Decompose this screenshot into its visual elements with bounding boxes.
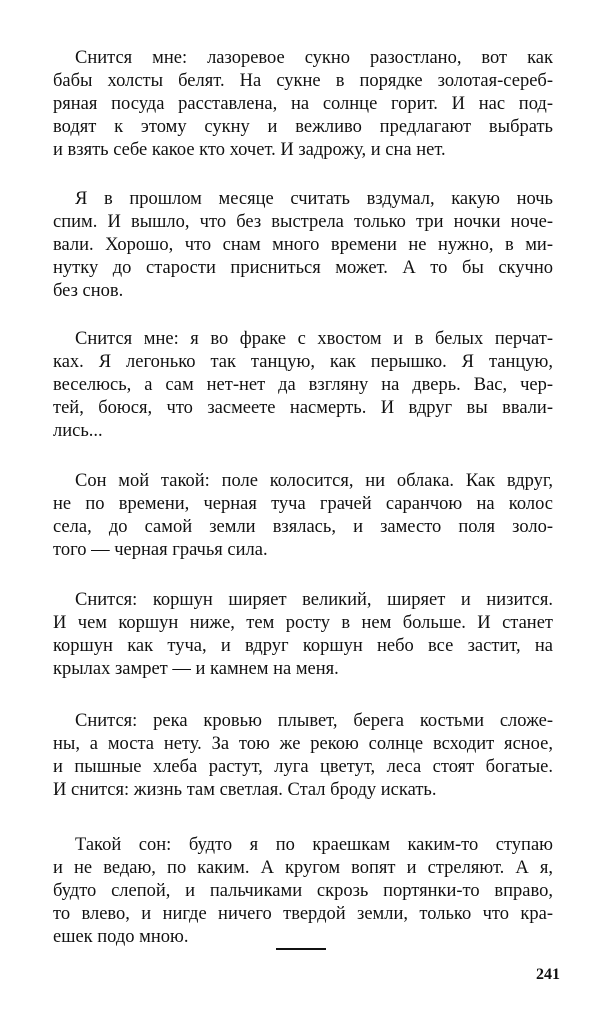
text-line: вали. Хорошо, что снам много времени не нужно, в ми- [53, 235, 553, 255]
text-line: и не ведаю, по каким. А кругом вопят и стреляют. А я, [53, 858, 553, 878]
paragraph-2 [53, 188, 553, 303]
text-line: того — черная грачья сила. [53, 540, 268, 560]
text-line: Снится: коршун ширяет великий, ширяет и низится. [75, 590, 553, 610]
text-line: тей, боюся, что засмеете насмерть. И вдруг вы ввали- [53, 398, 553, 418]
paragraph-1 [53, 47, 553, 162]
paragraph-3 [53, 328, 553, 443]
paragraph-6 [53, 710, 553, 802]
text-line: села, до самой земли взялась, и заместо поля золо- [53, 517, 553, 537]
text-line: Такой сон: будто я по краешкам каким-то ступаю [75, 835, 553, 855]
text-line: Снится мне: лазоревое сукно разостлано, вот как [75, 48, 553, 68]
text-line: Снится мне: я во фраке с хвостом и в белых перчат- [75, 329, 553, 349]
text-line: ны, а моста нету. За тою же рекою солнце всходит ясное, [53, 734, 553, 754]
text-line: лись... [53, 421, 103, 441]
text-line: коршун как туча, и вдруг коршун небо все застит, на [53, 636, 553, 656]
text-line: ешек подо мною. [53, 927, 189, 947]
text-line: бабы холсты белят. На сукне в порядке золотая-сереб- [53, 71, 553, 91]
text-line: и пышные хлеба растут, луга цветут, леса стоят богатые. [53, 757, 553, 777]
text-line: водят к этому сукну и вежливо предлагают выбрать [53, 117, 553, 137]
text-line: и взять себе какое кто хочет. И задрожу, и сна нет. [53, 140, 446, 160]
text-line: веселюсь, а сам нет-нет да взгляну на дверь. Вас, чер- [53, 375, 553, 395]
text-line: будто слепой, и пальчиками скрозь портянки-то вправо, [53, 881, 553, 901]
text-line: ряная посуда расставлена, на солнце горит. И нас под- [53, 94, 553, 114]
paragraph-5 [53, 589, 553, 681]
text-line: крылах замрет — и камнем на меня. [53, 659, 339, 679]
text-line: спим. И вышло, что без выстрела только три ночки ноче- [53, 212, 553, 232]
text-line: ках. Я легонько так танцую, как перышко. Я танцую, [53, 352, 553, 372]
section-divider [276, 948, 326, 950]
text-line: И снится: жизнь там светлая. Стал броду искать. [53, 780, 437, 800]
page-number: 241 [536, 966, 560, 983]
text-line: Я в прошлом месяце считать вздумал, какую ночь [75, 189, 553, 209]
text-line: то влево, и нигде ничего твердой земли, только что кра- [53, 904, 553, 924]
text-line: Снится: река кровью плывет, берега костьми сложе- [75, 711, 553, 731]
text-line: нутку до старости присниться может. А то бы скучно [53, 258, 553, 278]
paragraph-7 [53, 834, 553, 949]
text-line: без снов. [53, 281, 124, 301]
paragraph-4 [53, 470, 553, 562]
text-line: И чем коршун ниже, тем росту в нем больше. И станет [53, 613, 553, 633]
text-line: не по времени, черная туча грачей саранчою на колос [53, 494, 553, 514]
text-line: Сон мой такой: поле колосится, ни облака. Как вдруг, [75, 471, 553, 491]
